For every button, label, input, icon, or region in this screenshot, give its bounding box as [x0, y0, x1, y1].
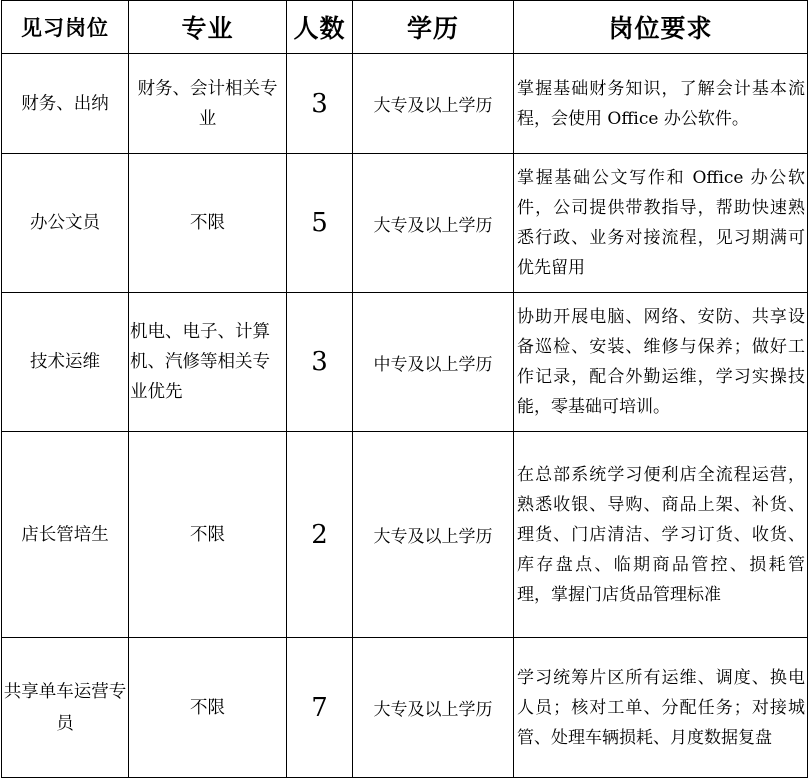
requirement-cell: 在总部系统学习便利店全流程运营，熟悉收银、导购、商品上架、补货、理货、门店清洁、学习订货、收货、库存盘点、临期商品管控、损耗管理，掌握门店货品管理标准	[514, 432, 808, 638]
count-cell: 3	[287, 293, 353, 432]
count-cell: 2	[287, 432, 353, 638]
table-row	[2, 154, 808, 293]
position-cell: 办公文员	[2, 154, 129, 293]
position-cell: 技术运维	[2, 293, 129, 432]
table-row	[2, 432, 808, 638]
requirement-cell: 协助开展电脑、网络、安防、共享设备巡检、安装、维修与保养；做好工作记录，配合外勤运维，学习实操技能，零基础可培训。	[514, 293, 808, 432]
header-position: 见习岗位	[2, 1, 129, 54]
major-cell: 不限	[129, 638, 287, 778]
header-row	[2, 1, 808, 54]
header-major: 专业	[129, 1, 287, 54]
header-count: 人数	[287, 1, 353, 54]
position-cell: 财务、出纳	[2, 54, 129, 154]
major-cell: 机电、电子、计算机、汽修等相关专业优先	[129, 293, 287, 432]
position-cell: 共享单车运营专员	[2, 638, 129, 778]
major-cell: 不限	[129, 432, 287, 638]
major-cell: 不限	[129, 154, 287, 293]
count-cell: 3	[287, 54, 353, 154]
education-cell: 大专及以上学历	[353, 54, 514, 154]
count-cell: 7	[287, 638, 353, 778]
education-cell: 大专及以上学历	[353, 154, 514, 293]
count-cell: 5	[287, 154, 353, 293]
table-row	[2, 293, 808, 432]
education-cell: 大专及以上学历	[353, 432, 514, 638]
header-requirement: 岗位要求	[514, 1, 808, 54]
major-cell: 财务、会计相关专业	[129, 54, 287, 154]
table-row	[2, 638, 808, 778]
requirement-cell: 掌握基础公文写作和 Office 办公软件，公司提供带教指导，帮助快速熟悉行政、业务对接流程，见习期满可优先留用	[514, 154, 808, 293]
education-cell: 中专及以上学历	[353, 293, 514, 432]
internship-positions-table	[1, 0, 808, 778]
requirement-cell: 掌握基础财务知识，了解会计基本流程，会使用 Office 办公软件。	[514, 54, 808, 154]
table-row	[2, 54, 808, 154]
header-education: 学历	[353, 1, 514, 54]
requirement-cell: 学习统筹片区所有运维、调度、换电人员；核对工单、分配任务；对接城管、处理车辆损耗、月度数据复盘	[514, 638, 808, 778]
position-cell: 店长管培生	[2, 432, 129, 638]
education-cell: 大专及以上学历	[353, 638, 514, 778]
